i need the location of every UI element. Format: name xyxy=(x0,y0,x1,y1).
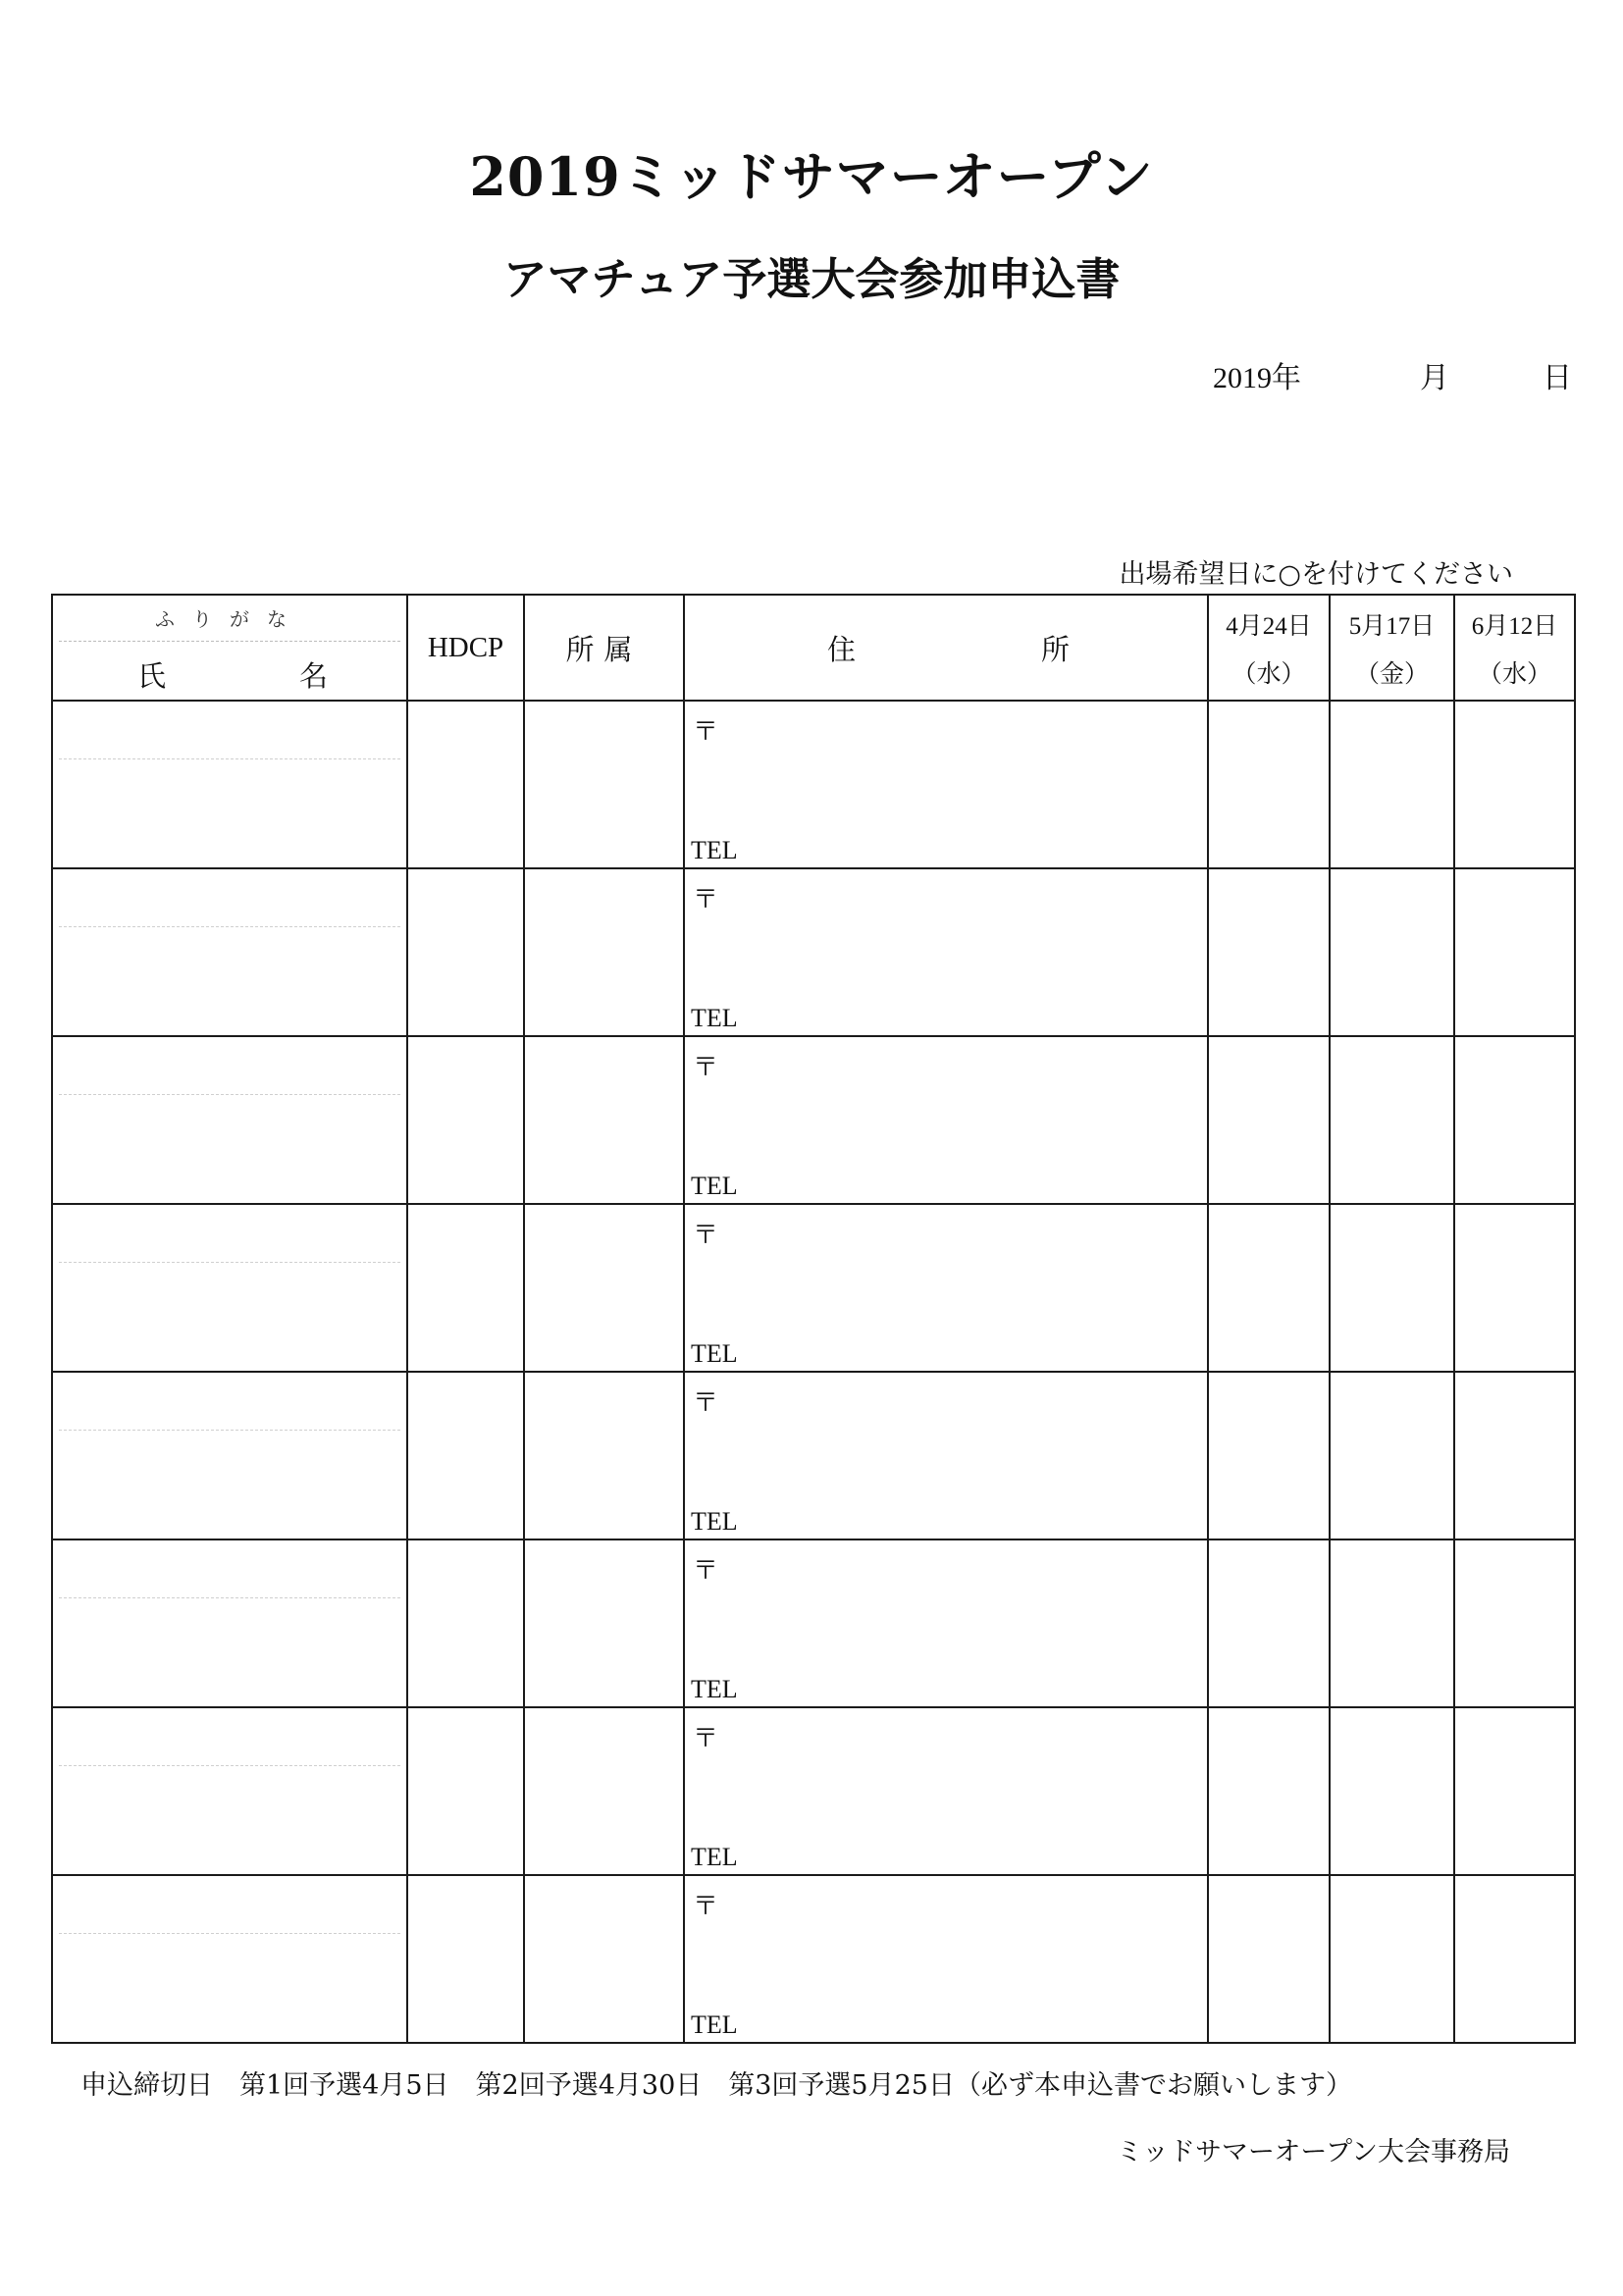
tel-label: TEL xyxy=(691,1675,738,1703)
date-choice-cell-2[interactable] xyxy=(1330,701,1454,868)
hdcp-cell[interactable] xyxy=(407,1372,524,1539)
hdcp-cell[interactable] xyxy=(407,701,524,868)
address-cell[interactable] xyxy=(684,1539,1208,1707)
address-cell[interactable] xyxy=(684,868,1208,1036)
date-choice-cell-2[interactable] xyxy=(1330,1539,1454,1707)
zip-mark: 〒 xyxy=(693,1724,719,1753)
date-choice-cell-3[interactable] xyxy=(1454,1204,1575,1372)
date-choice-cell-3[interactable] xyxy=(1454,1875,1575,2043)
date-choice-cell-1[interactable] xyxy=(1208,1204,1330,1372)
entry-table xyxy=(51,594,1576,2044)
table-row xyxy=(52,1204,1575,1372)
date-header-1 xyxy=(1208,595,1330,701)
name-cell[interactable] xyxy=(52,1539,407,1707)
affiliation-header xyxy=(524,595,684,701)
date-day: 日 xyxy=(1543,362,1572,394)
address-cell[interactable] xyxy=(684,1204,1208,1372)
date-choice-cell-2[interactable] xyxy=(1330,1875,1454,2043)
table-header-row xyxy=(52,595,1575,701)
date-choice-cell-3[interactable] xyxy=(1454,868,1575,1036)
tel-label: TEL xyxy=(691,1172,738,1200)
name-label-first: 氏 xyxy=(137,659,167,693)
tel-label: TEL xyxy=(691,1843,738,1871)
date-choice-cell-1[interactable] xyxy=(1208,1539,1330,1707)
date-label: 6月12日 xyxy=(1471,612,1558,640)
weekday-label: （金） xyxy=(1354,658,1429,688)
tel-label: TEL xyxy=(691,836,738,864)
date-choice-cell-3[interactable] xyxy=(1454,1372,1575,1539)
date-choice-cell-3[interactable] xyxy=(1454,1036,1575,1204)
hdcp-cell[interactable] xyxy=(407,1204,524,1372)
tel-label: TEL xyxy=(691,2010,738,2039)
date-choice-cell-2[interactable] xyxy=(1330,1036,1454,1204)
zip-mark: 〒 xyxy=(693,1053,719,1082)
affiliation-cell[interactable] xyxy=(524,1372,684,1539)
deadline-note: 申込締切日 第1回予選4月5日 第2回予選4月30日 第3回予選5月25日（必ず本申込書でお願いします） xyxy=(80,2070,1352,2101)
date-choice-cell-2[interactable] xyxy=(1330,1372,1454,1539)
date-choice-cell-1[interactable] xyxy=(1208,1875,1330,2043)
affiliation-cell[interactable] xyxy=(524,1875,684,2043)
hdcp-cell[interactable] xyxy=(407,868,524,1036)
zip-mark: 〒 xyxy=(693,717,719,747)
address-header xyxy=(684,595,1208,701)
affiliation-cell[interactable] xyxy=(524,1204,684,1372)
name-cell[interactable] xyxy=(52,1707,407,1875)
date-header-3 xyxy=(1454,595,1575,701)
page-subtitle: アマチュア予選大会参加申込書 xyxy=(502,253,1121,305)
date-choice-cell-1[interactable] xyxy=(1208,701,1330,868)
hdcp-label: HDCP xyxy=(427,631,504,663)
address-cell[interactable] xyxy=(684,1707,1208,1875)
address-label-second: 所 xyxy=(1040,632,1070,666)
affiliation-cell[interactable] xyxy=(524,868,684,1036)
instruction-note: 出場希望日に○を付けてください xyxy=(1119,559,1513,590)
address-label-first: 住 xyxy=(827,632,857,666)
date-choice-cell-1[interactable] xyxy=(1208,1707,1330,1875)
date-month: 月 xyxy=(1420,362,1449,394)
name-cell[interactable] xyxy=(52,1204,407,1372)
name-header xyxy=(52,595,407,701)
tel-label: TEL xyxy=(691,1507,738,1536)
furigana-label: ふりがな xyxy=(155,607,304,631)
page-title: 2019ミッドサマーオープン xyxy=(469,145,1154,208)
hdcp-header xyxy=(407,595,524,701)
date-label: 4月24日 xyxy=(1226,612,1312,640)
weekday-label: （水） xyxy=(1231,658,1306,688)
name-cell[interactable] xyxy=(52,868,407,1036)
date-choice-cell-1[interactable] xyxy=(1208,1036,1330,1204)
date-choice-cell-1[interactable] xyxy=(1208,868,1330,1036)
table-row xyxy=(52,1707,1575,1875)
date-choice-cell-1[interactable] xyxy=(1208,1372,1330,1539)
name-label-second: 名 xyxy=(298,659,328,693)
name-cell[interactable] xyxy=(52,1036,407,1204)
hdcp-cell[interactable] xyxy=(407,1036,524,1204)
tel-label: TEL xyxy=(691,1004,738,1032)
zip-mark: 〒 xyxy=(693,1556,719,1586)
date-year: 2019年 xyxy=(1213,362,1301,394)
name-cell[interactable] xyxy=(52,1372,407,1539)
affiliation-cell[interactable] xyxy=(524,1539,684,1707)
table-row xyxy=(52,1539,1575,1707)
affiliation-label: 所属 xyxy=(565,632,643,666)
name-cell[interactable] xyxy=(52,701,407,868)
tel-label: TEL xyxy=(691,1339,738,1368)
date-choice-cell-2[interactable] xyxy=(1330,1707,1454,1875)
name-cell[interactable] xyxy=(52,1875,407,2043)
date-choice-cell-3[interactable] xyxy=(1454,701,1575,868)
zip-mark: 〒 xyxy=(693,1892,719,1921)
date-choice-cell-2[interactable] xyxy=(1330,1204,1454,1372)
address-cell[interactable] xyxy=(684,1875,1208,2043)
hdcp-cell[interactable] xyxy=(407,1875,524,2043)
zip-mark: 〒 xyxy=(693,885,719,914)
table-row xyxy=(52,1875,1575,2043)
date-choice-cell-3[interactable] xyxy=(1454,1539,1575,1707)
zip-mark: 〒 xyxy=(693,1388,719,1418)
address-cell[interactable] xyxy=(684,1372,1208,1539)
affiliation-cell[interactable] xyxy=(524,1707,684,1875)
hdcp-cell[interactable] xyxy=(407,1539,524,1707)
table-row xyxy=(52,701,1575,868)
date-label: 5月17日 xyxy=(1348,612,1436,640)
address-cell[interactable] xyxy=(684,1036,1208,1204)
table-row xyxy=(52,868,1575,1036)
weekday-label: （水） xyxy=(1477,658,1551,688)
organizer-office: ミッドサマーオープン大会事務局 xyxy=(1116,2137,1510,2167)
affiliation-cell[interactable] xyxy=(524,701,684,868)
date-choice-cell-3[interactable] xyxy=(1454,1707,1575,1875)
date-header-2 xyxy=(1330,595,1454,701)
zip-mark: 〒 xyxy=(693,1221,719,1250)
table-row xyxy=(52,1372,1575,1539)
date-choice-cell-2[interactable] xyxy=(1330,868,1454,1036)
affiliation-cell[interactable] xyxy=(524,1036,684,1204)
address-cell[interactable] xyxy=(684,701,1208,868)
hdcp-cell[interactable] xyxy=(407,1707,524,1875)
table-row xyxy=(52,1036,1575,1204)
